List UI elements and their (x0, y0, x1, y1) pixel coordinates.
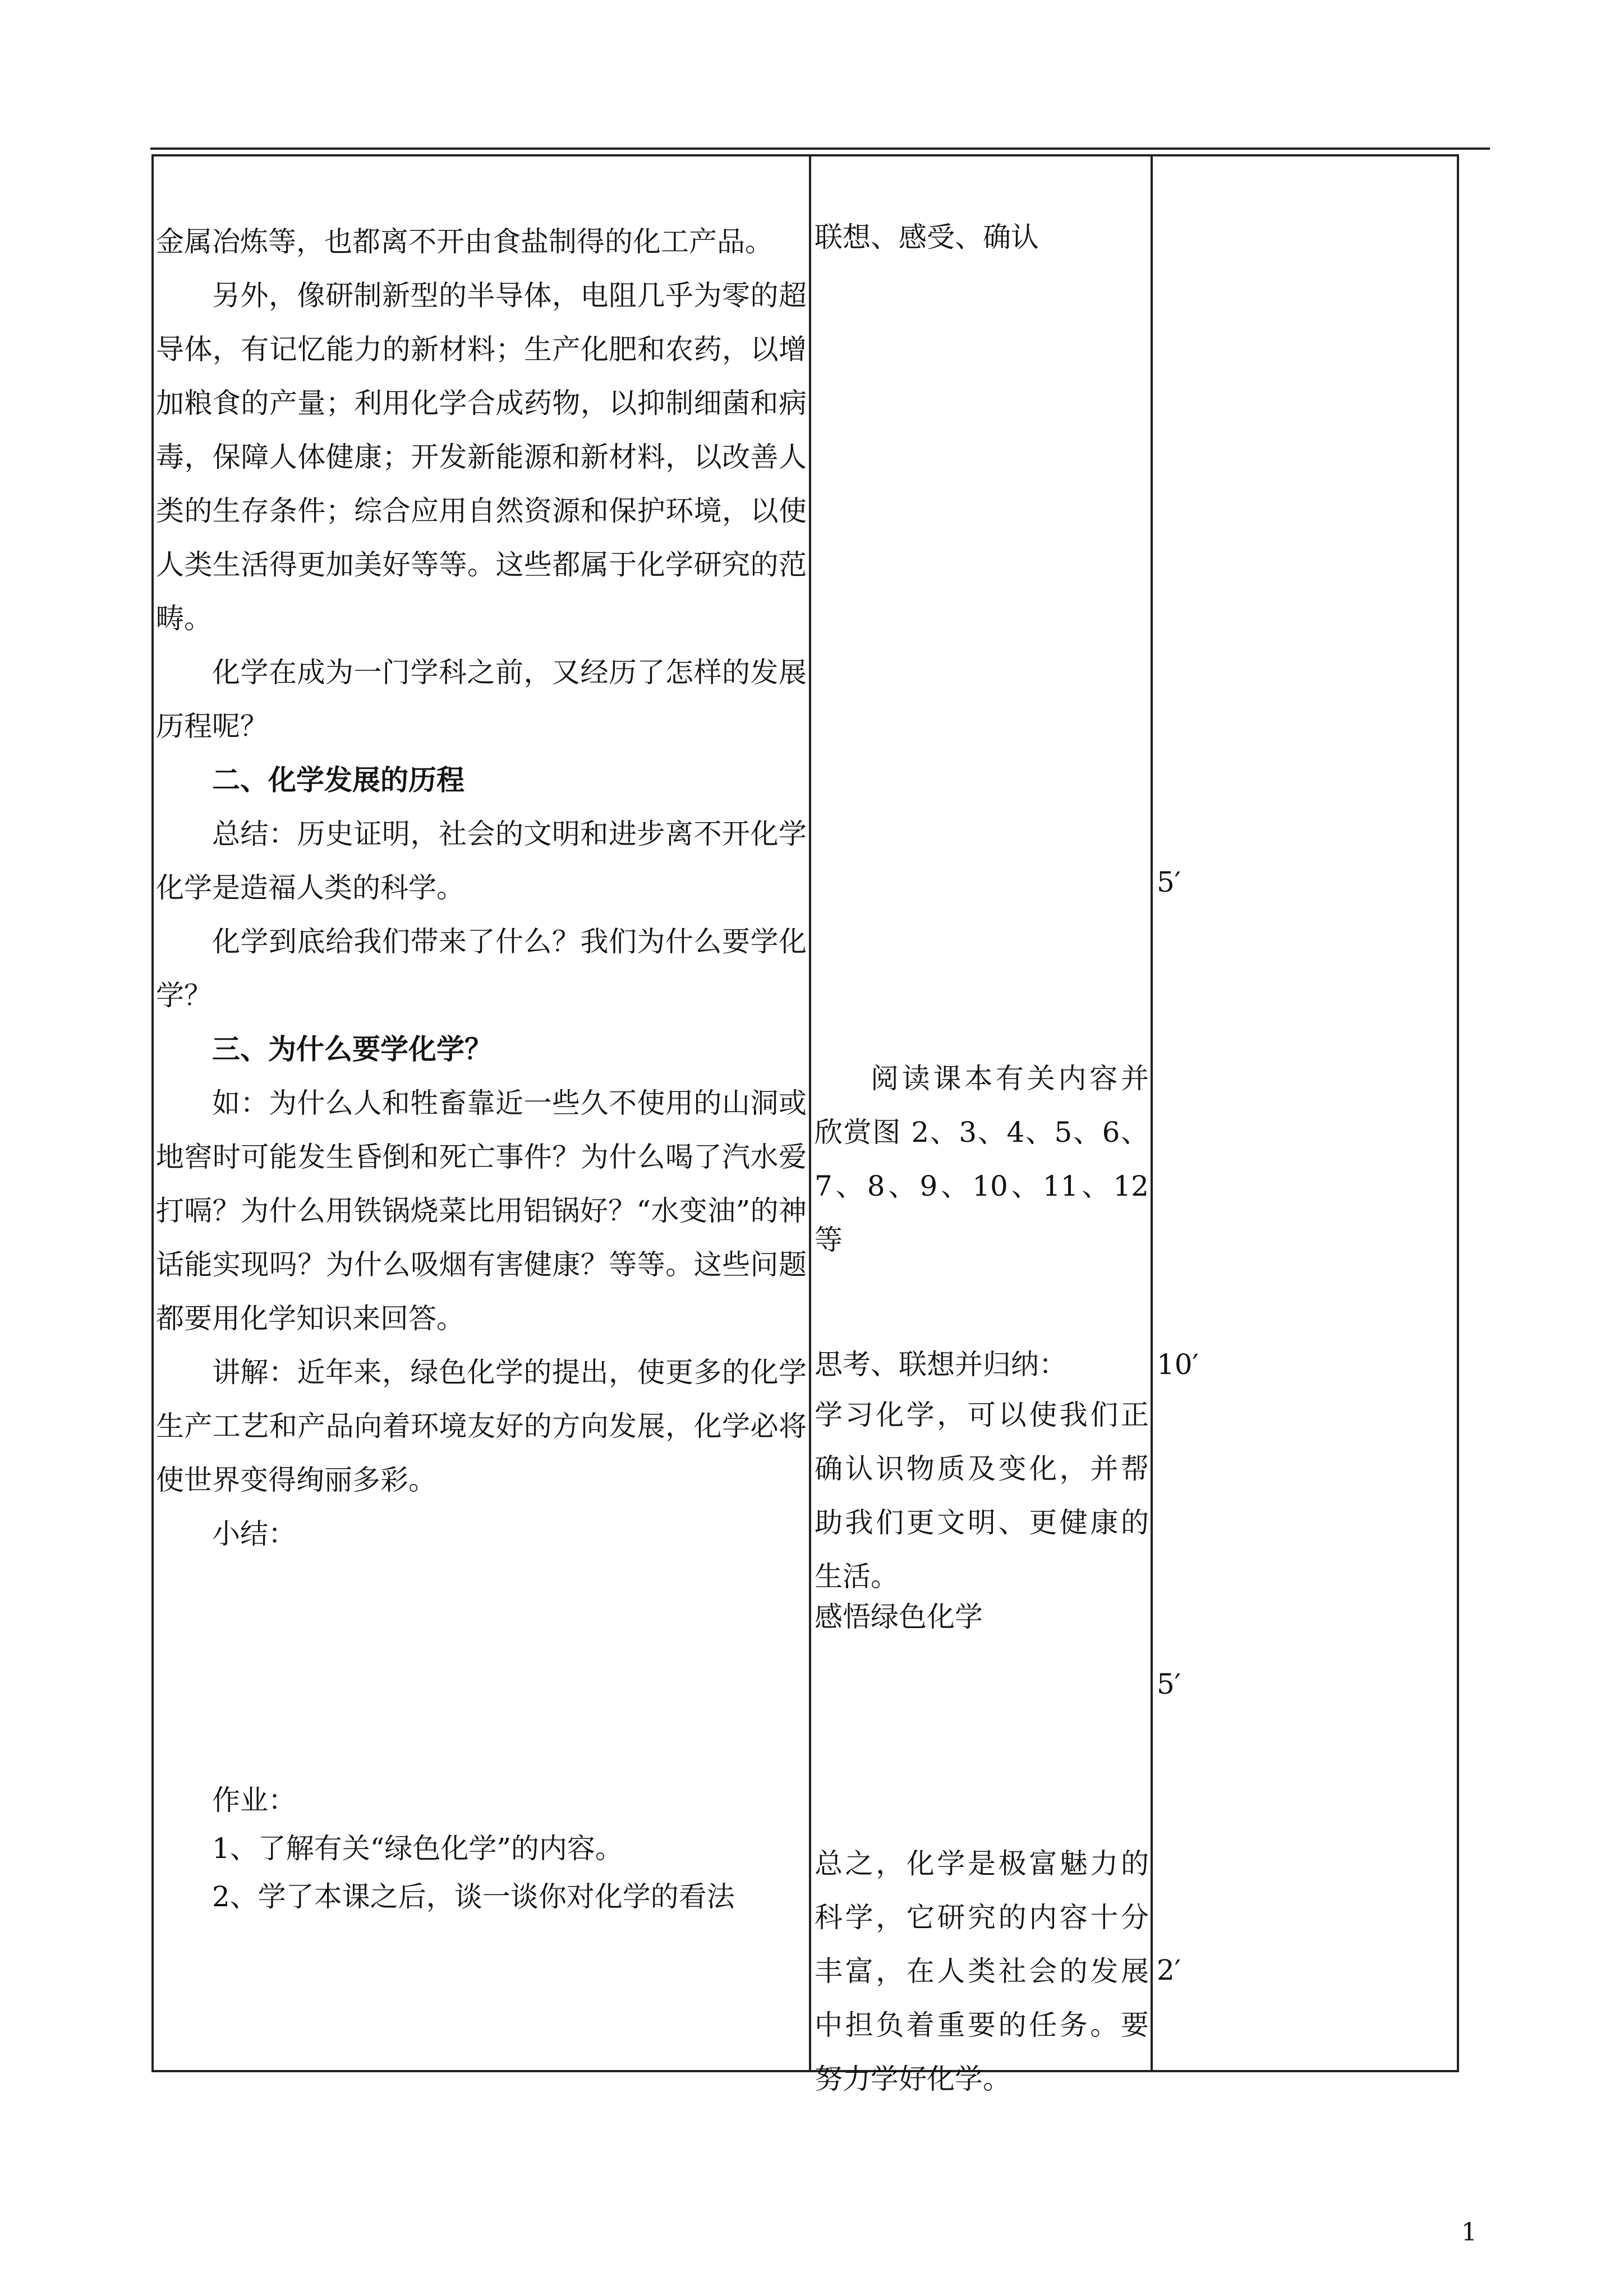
time-5min-b: 5′ (1157, 1668, 1181, 1700)
page-number: 1 (1461, 2218, 1477, 2247)
summary-label: 小结： (212, 1518, 296, 1550)
column-divider-1 (809, 154, 811, 2072)
homework-item-2: 2、学了本课之后，谈一谈你对化学的看法 (212, 1880, 735, 1913)
header-rule (150, 147, 1490, 150)
paragraph-green-chemistry: 讲解：近年来，绿色化学的提出，使更多的化学生产工艺和产品向着环境友好的方向发展，化学必将使世界变得绚丽多彩。 (156, 1356, 807, 1496)
column-divider-2 (1151, 154, 1153, 2072)
activity-think-label: 思考、联想并归纳： (815, 1348, 1067, 1381)
time-2min: 2′ (1157, 1954, 1181, 1986)
time-10min: 10′ (1157, 1348, 1199, 1381)
paragraph-metal-smelting: 金属冶炼等，也都离不开由食盐制得的化工产品。 (156, 225, 773, 258)
activity-think-text: 学习化学，可以使我们正确认识物质及变化，并帮助我们更文明、更健康的生活。 (815, 1399, 1149, 1593)
homework-label: 作业： (212, 1784, 296, 1816)
summary-blank (156, 1561, 807, 1776)
activity-conclusion: 总之，化学是极富魅力的科学，它研究的内容十分丰富，在人类社会的发展中担负着重要的任务。要努力学好化学。 (815, 1847, 1149, 2095)
activity-green-chemistry: 感悟绿色化学 (815, 1601, 983, 1633)
paragraph-research-scope: 另外，像研制新型的半导体，电阻几乎为零的超导体，有记忆能力的新材料；生产化肥和农药，以增加粮食的产量；利用化学合成药物，以抑制细菌和病毒，保障人体健康；开发新能源和新材料，以改善人类的生存条件；综合应用自然资源和保护环境，以使人类生活得更加美好等等。这些都属于化学研究的范畴。 (156, 279, 807, 635)
paragraph-examples: 如：为什么人和牲畜靠近一些久不使用的山洞或地窖时可能发生昏倒和死亡事件？为什么喝了汽水爱打嗝？为什么用铁锅烧菜比用铝锅好？“水变油”的神话能实现吗？为什么吸烟有害健康？等等。这些问题都要用化学知识来回答。 (156, 1087, 807, 1335)
paragraph-why-learn-question: 化学到底给我们带来了什么？我们为什么要学化学？ (156, 925, 807, 1012)
activity-associate: 联想、感受、确认 (815, 221, 1039, 253)
heading-chemistry-history: 二、化学发展的历程 (212, 763, 464, 796)
paragraph-summary-history: 总结：历史证明，社会的文明和进步离不开化学化学是造福人类的科学。 (156, 818, 807, 904)
paragraph-history-question: 化学在成为一门学科之前，又经历了怎样的发展历程呢？ (156, 656, 807, 743)
activity-read-textbook: 阅读课本有关内容并欣赏图 2、3、4、5、6、7、8、9、10、11、12 等 (815, 1062, 1149, 1256)
teaching-content-column (156, 154, 807, 1921)
time-5min-a: 5′ (1157, 866, 1181, 898)
heading-why-learn: 三、为什么要学化学？ (212, 1032, 493, 1066)
homework-item-1: 1、了解有关“绿色化学”的内容。 (212, 1832, 623, 1865)
